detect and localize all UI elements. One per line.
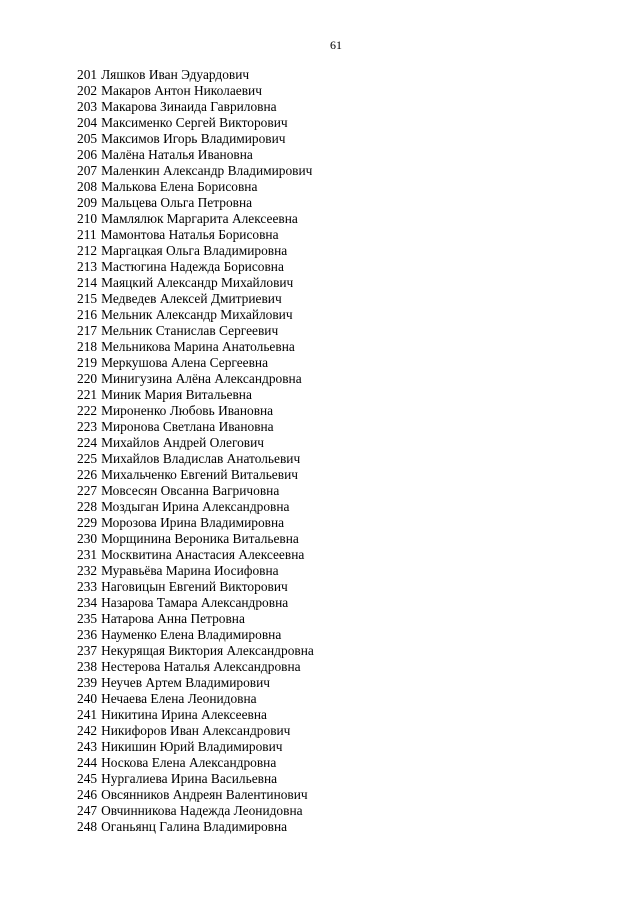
list-item [77, 147, 314, 163]
list-item [77, 787, 314, 803]
list-item [77, 451, 314, 467]
entry-full-name: Меркушова Алена Сергеевна [101, 355, 269, 370]
list-item [77, 387, 314, 403]
entry-number: 205 [77, 131, 98, 146]
entry-full-name: Нечаева Елена Леонидовна [101, 691, 257, 706]
entry-number: 246 [77, 787, 98, 802]
entry-full-name: Оганьянц Галина Владимировна [101, 819, 288, 834]
entry-number: 242 [77, 723, 98, 738]
entry-number: 230 [77, 531, 98, 546]
entry-number: 238 [77, 659, 98, 674]
entry-number: 233 [77, 579, 98, 594]
entry-full-name: Минигузина Алёна Александровна [101, 371, 302, 386]
list-item [77, 739, 314, 755]
entry-full-name: Ляшков Иван Эдуардович [101, 67, 250, 82]
entry-number: 207 [77, 163, 98, 178]
entry-number: 245 [77, 771, 98, 786]
entry-full-name: Макаров Антон Николаевич [101, 83, 262, 98]
entry-number: 217 [77, 323, 98, 338]
entry-number: 247 [77, 803, 98, 818]
list-item [77, 243, 314, 259]
page-number: 61 [330, 38, 342, 52]
list-item [77, 483, 314, 499]
entry-number: 231 [77, 547, 98, 562]
entry-number: 248 [77, 819, 98, 834]
entry-full-name: Нургалиева Ирина Васильевна [101, 771, 278, 786]
list-item [77, 819, 314, 835]
entry-full-name: Мальцева Ольга Петровна [101, 195, 253, 210]
entry-full-name: Мамлялюк Маргарита Алексеевна [101, 211, 298, 226]
entry-full-name: Маяцкий Александр Михайлович [101, 275, 294, 290]
entry-full-name: Муравьёва Марина Иосифовна [101, 563, 279, 578]
entry-full-name: Мельник Станислав Сергеевич [101, 323, 279, 338]
entry-number: 228 [77, 499, 98, 514]
entry-full-name: Мовсесян Овсанна Вагричовна [101, 483, 280, 498]
entry-number: 221 [77, 387, 98, 402]
list-item [77, 115, 314, 131]
entry-full-name: Мамонтова Наталья Борисовна [100, 227, 279, 242]
list-item [77, 323, 314, 339]
list-item [77, 131, 314, 147]
entry-full-name: Маленкин Александр Владимирович [101, 163, 313, 178]
list-item [77, 67, 314, 83]
entry-number: 211 [77, 227, 97, 242]
list-item [77, 211, 314, 227]
entry-number: 220 [77, 371, 98, 386]
entry-full-name: Неучев Артем Владимирович [101, 675, 271, 690]
entry-full-name: Миник Мария Витальевна [101, 387, 252, 402]
list-item [77, 355, 314, 371]
list-item [77, 659, 314, 675]
list-item [77, 515, 314, 531]
entry-full-name: Морозова Ирина Владимировна [101, 515, 285, 530]
entry-number: 222 [77, 403, 98, 418]
name-list [77, 67, 314, 835]
entry-number: 227 [77, 483, 98, 498]
entry-full-name: Овсянников Андреян Валентинович [101, 787, 308, 802]
list-item [77, 595, 314, 611]
list-item [77, 291, 314, 307]
entry-number: 237 [77, 643, 98, 658]
list-item [77, 99, 314, 115]
entry-number: 204 [77, 115, 98, 130]
entry-number: 215 [77, 291, 98, 306]
list-item [77, 403, 314, 419]
list-item [77, 563, 314, 579]
list-item [77, 803, 314, 819]
entry-number: 206 [77, 147, 98, 162]
entry-full-name: Медведев Алексей Дмитриевич [101, 291, 282, 306]
list-item [77, 307, 314, 323]
list-item [77, 179, 314, 195]
entry-number: 218 [77, 339, 98, 354]
entry-number: 202 [77, 83, 98, 98]
list-item [77, 611, 314, 627]
entry-number: 210 [77, 211, 98, 226]
entry-number: 216 [77, 307, 98, 322]
entry-full-name: Малёна Наталья Ивановна [101, 147, 253, 162]
list-item [77, 531, 314, 547]
list-item [77, 691, 314, 707]
entry-full-name: Носкова Елена Александровна [101, 755, 277, 770]
entry-full-name: Науменко Елена Владимировна [101, 627, 282, 642]
entry-number: 225 [77, 451, 98, 466]
list-item [77, 755, 314, 771]
entry-full-name: Моздыган Ирина Александровна [101, 499, 290, 514]
entry-full-name: Маргацкая Ольга Владимировна [101, 243, 288, 258]
list-item [77, 435, 314, 451]
entry-number: 203 [77, 99, 98, 114]
entry-number: 201 [77, 67, 98, 82]
list-item [77, 499, 314, 515]
entry-full-name: Макарова Зинаида Гавриловна [101, 99, 277, 114]
entry-full-name: Мироненко Любовь Ивановна [101, 403, 274, 418]
entry-full-name: Никитина Ирина Алексеевна [101, 707, 267, 722]
entry-number: 214 [77, 275, 98, 290]
list-item [77, 643, 314, 659]
list-item [77, 627, 314, 643]
entry-full-name: Нестерова Наталья Александровна [101, 659, 301, 674]
entry-full-name: Морщинина Вероника Витальевна [101, 531, 299, 546]
entry-number: 223 [77, 419, 98, 434]
entry-number: 224 [77, 435, 98, 450]
entry-number: 229 [77, 515, 98, 530]
list-item [77, 547, 314, 563]
list-item [77, 579, 314, 595]
entry-number: 240 [77, 691, 98, 706]
entry-full-name: Максимов Игорь Владимирович [101, 131, 286, 146]
entry-full-name: Москвитина Анастасия Алексеевна [101, 547, 305, 562]
entry-full-name: Малькова Елена Борисовна [101, 179, 258, 194]
entry-full-name: Максименко Сергей Викторович [101, 115, 288, 130]
entry-full-name: Некурящая Виктория Александровна [101, 643, 314, 658]
entry-full-name: Миронова Светлана Ивановна [101, 419, 274, 434]
entry-full-name: Никифоров Иван Александрович [101, 723, 291, 738]
entry-full-name: Наговицын Евгений Викторович [101, 579, 288, 594]
list-item [77, 723, 314, 739]
entry-full-name: Назарова Тамара Александровна [101, 595, 289, 610]
entry-full-name: Натарова Анна Петровна [101, 611, 245, 626]
entry-number: 226 [77, 467, 98, 482]
entry-full-name: Михайлов Андрей Олегович [101, 435, 265, 450]
list-item [77, 419, 314, 435]
entry-number: 219 [77, 355, 98, 370]
entry-full-name: Мастюгина Надежда Борисовна [101, 259, 284, 274]
entry-full-name: Овчинникова Надежда Леонидовна [101, 803, 303, 818]
entry-number: 209 [77, 195, 98, 210]
list-item [77, 467, 314, 483]
entry-number: 208 [77, 179, 98, 194]
list-item [77, 83, 314, 99]
entry-number: 243 [77, 739, 98, 754]
entry-number: 241 [77, 707, 98, 722]
entry-number: 213 [77, 259, 98, 274]
entry-full-name: Михальченко Евгений Витальевич [101, 467, 298, 482]
entry-full-name: Михайлов Владислав Анатольевич [101, 451, 301, 466]
entry-number: 239 [77, 675, 98, 690]
list-item [77, 339, 314, 355]
entry-number: 212 [77, 243, 98, 258]
list-item [77, 259, 314, 275]
entry-number: 244 [77, 755, 98, 770]
list-item [77, 163, 314, 179]
list-item [77, 227, 314, 243]
entry-full-name: Мельникова Марина Анатольевна [101, 339, 295, 354]
entry-number: 234 [77, 595, 98, 610]
list-item [77, 371, 314, 387]
entry-number: 232 [77, 563, 98, 578]
list-item [77, 275, 314, 291]
list-item [77, 707, 314, 723]
entry-full-name: Никишин Юрий Владимирович [101, 739, 283, 754]
list-item [77, 675, 314, 691]
entry-full-name: Мельник Александр Михайлович [101, 307, 293, 322]
list-item [77, 771, 314, 787]
entry-number: 236 [77, 627, 98, 642]
entry-number: 235 [77, 611, 98, 626]
list-item [77, 195, 314, 211]
